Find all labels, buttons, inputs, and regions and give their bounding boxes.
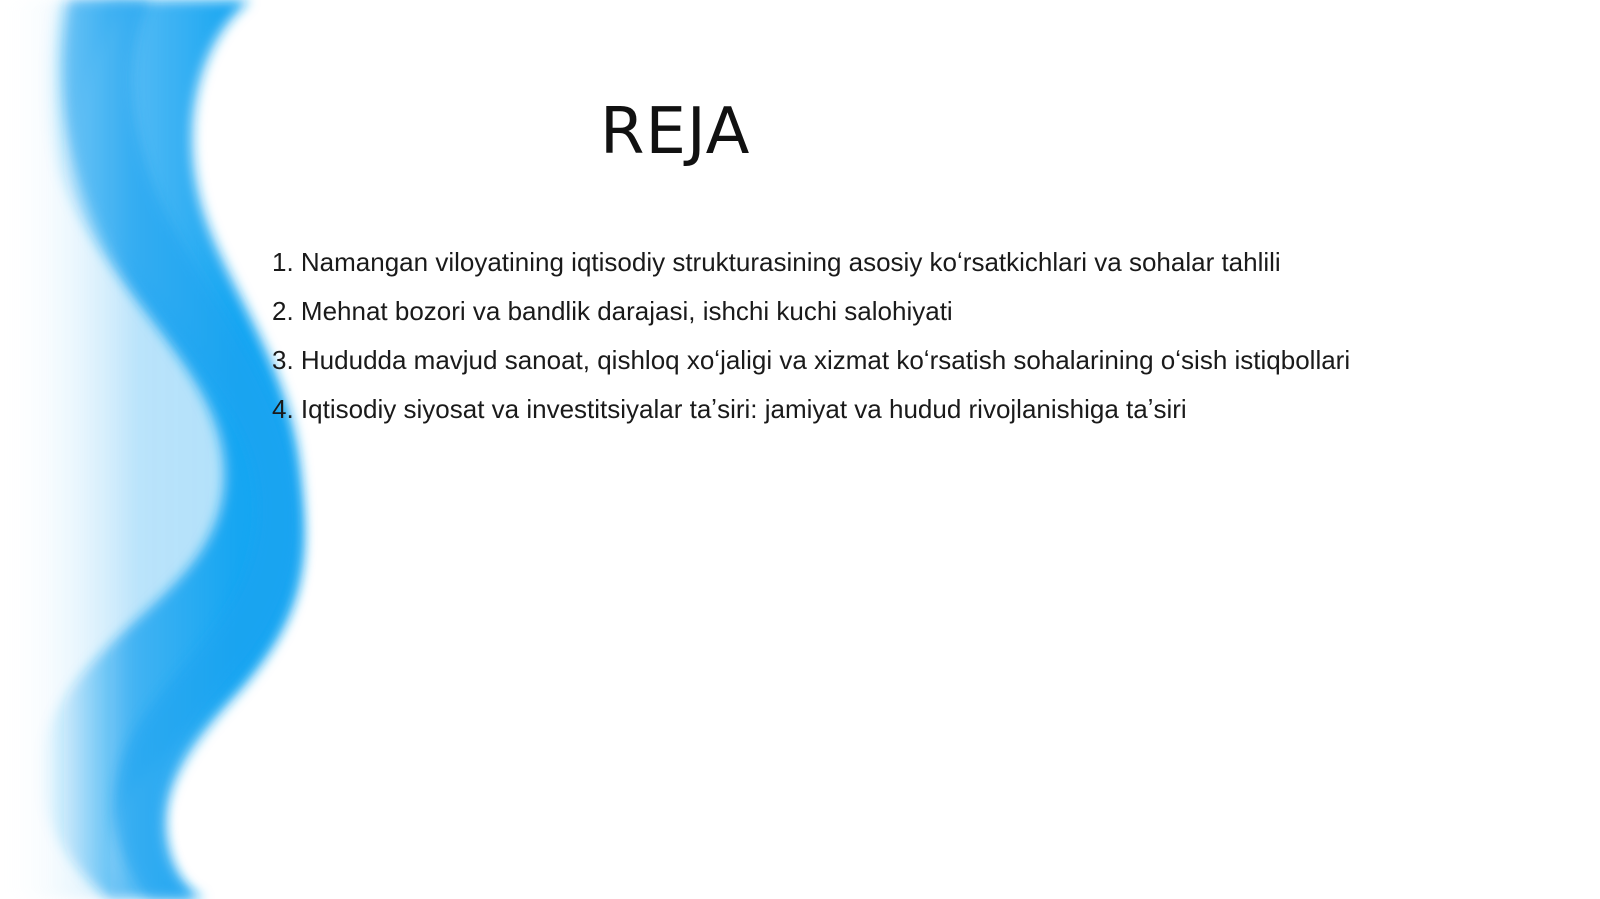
slide-title: REJA: [600, 95, 751, 169]
list-item: 4. Iqtisodiy siyosat va investitsiyalar taʼsiri: jamiyat va hudud rivojlanishiga taʼsiri: [272, 394, 1187, 424]
list-item: 3. Hududda mavjud sanoat, qishloq xoʻjaligi va xizmat koʻrsatish sohalarining oʻsish istiqbollari: [272, 345, 1351, 375]
list-item: 1. Namangan viloyatining iqtisodiy strukturasining asosiy koʻrsatkichlari va sohalar tahlili: [272, 247, 1281, 277]
list-item: 2. Mehnat bozori va bandlik darajasi, ishchi kuchi salohiyati: [272, 296, 953, 326]
plan-list: [272, 238, 1572, 434]
